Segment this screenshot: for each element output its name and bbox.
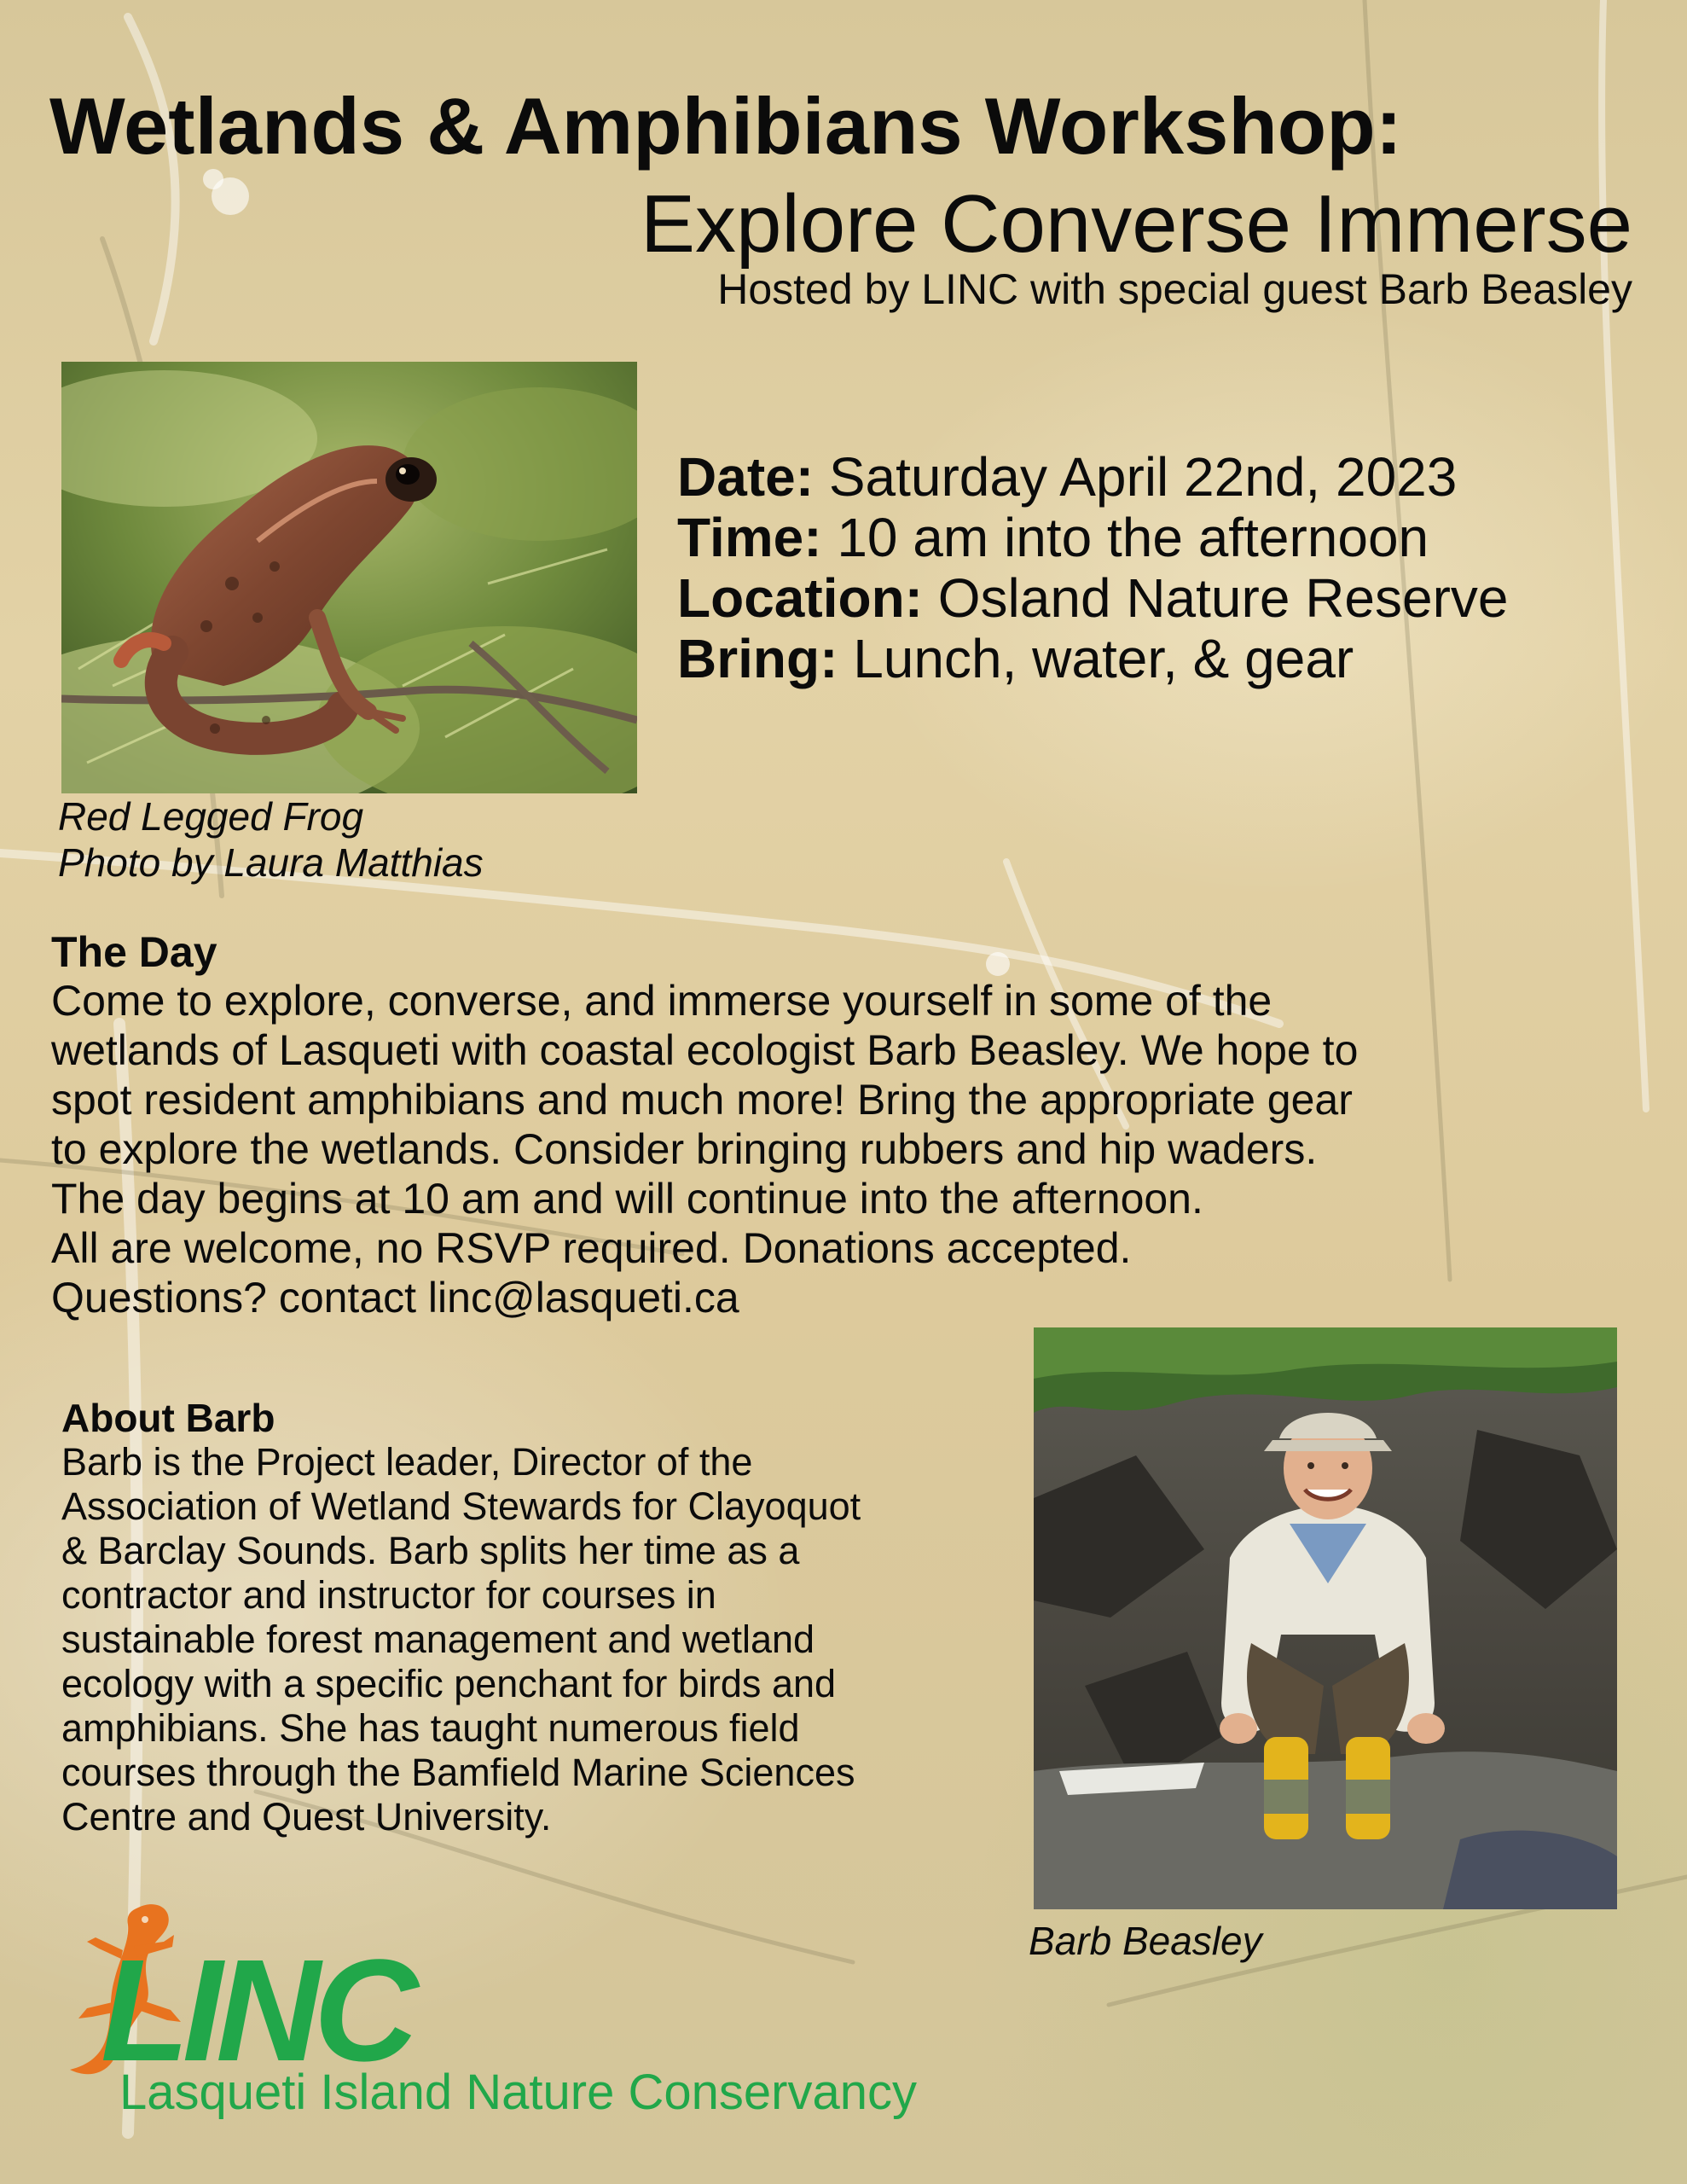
- page-title: Wetlands & Amphibians Workshop:: [49, 81, 1402, 171]
- date-label: Date:: [677, 446, 815, 508]
- day-line: Come to explore, converse, and immerse yourself in some of the: [51, 977, 1272, 1025]
- bring-value: Lunch, water, & gear: [853, 628, 1354, 689]
- barb-photo-caption: Barb Beasley: [1029, 1919, 1262, 1963]
- about-line: Association of Wetland Stewards for Clayoquot: [61, 1484, 861, 1528]
- detail-bring: [677, 629, 1649, 689]
- day-line: to explore the wetlands. Consider bringing rubbers and hip waders.: [51, 1125, 1318, 1173]
- about-line: Centre and Quest University.: [61, 1795, 552, 1838]
- about-line: courses through the Bamfield Marine Sciences: [61, 1751, 855, 1794]
- frog-caption-credit: Photo by Laura Matthias: [58, 840, 484, 885]
- detail-location: [677, 568, 1649, 629]
- day-line: The day begins at 10 am and will continue into the afternoon.: [51, 1175, 1203, 1223]
- time-value: 10 am into the afternoon: [837, 507, 1429, 568]
- linc-wordmark: LINC: [101, 1930, 412, 2092]
- about-barb-body: [61, 1440, 1017, 1839]
- hosted-by: Hosted by LINC with special guest Barb Beasley: [717, 265, 1632, 313]
- about-line: Barb is the Project leader, Director of the: [61, 1440, 753, 1484]
- page-subtitle: Explore Converse Immerse: [640, 178, 1632, 270]
- about-line: & Barclay Sounds. Barb splits her time as a: [61, 1529, 800, 1572]
- detail-date: [677, 447, 1649, 508]
- about-line: contractor and instructor for courses in: [61, 1573, 716, 1617]
- event-details: [677, 447, 1649, 689]
- frog-caption: [58, 793, 655, 886]
- time-label: Time:: [677, 507, 822, 568]
- barb-photo: [1034, 1327, 1617, 1909]
- the-day-body: [51, 976, 1655, 1322]
- about-line: amphibians. She has taught numerous field: [61, 1706, 800, 1750]
- detail-time: [677, 508, 1649, 568]
- about-barb-heading: About Barb: [61, 1396, 275, 1440]
- frog-photo: [61, 362, 637, 793]
- location-value: Osland Nature Reserve: [937, 567, 1509, 629]
- day-line: All are welcome, no RSVP required. Donations accepted.: [51, 1224, 1132, 1272]
- about-line: ecology with a specific penchant for birds and: [61, 1662, 837, 1705]
- linc-full-name: Lasqueti Island Nature Conservancy: [119, 2065, 917, 2120]
- frog-caption-title: Red Legged Frog: [58, 794, 364, 839]
- day-line: wetlands of Lasqueti with coastal ecologist Barb Beasley. We hope to: [51, 1026, 1359, 1074]
- date-value: Saturday April 22nd, 2023: [828, 446, 1458, 508]
- day-line: spot resident amphibians and much more! Bring the appropriate gear: [51, 1076, 1353, 1124]
- location-label: Location:: [677, 567, 923, 629]
- about-line: sustainable forest management and wetland: [61, 1618, 815, 1661]
- day-line-contact: Questions? contact linc@lasqueti.ca: [51, 1274, 739, 1321]
- bring-label: Bring:: [677, 628, 838, 689]
- the-day-heading: The Day: [51, 928, 217, 976]
